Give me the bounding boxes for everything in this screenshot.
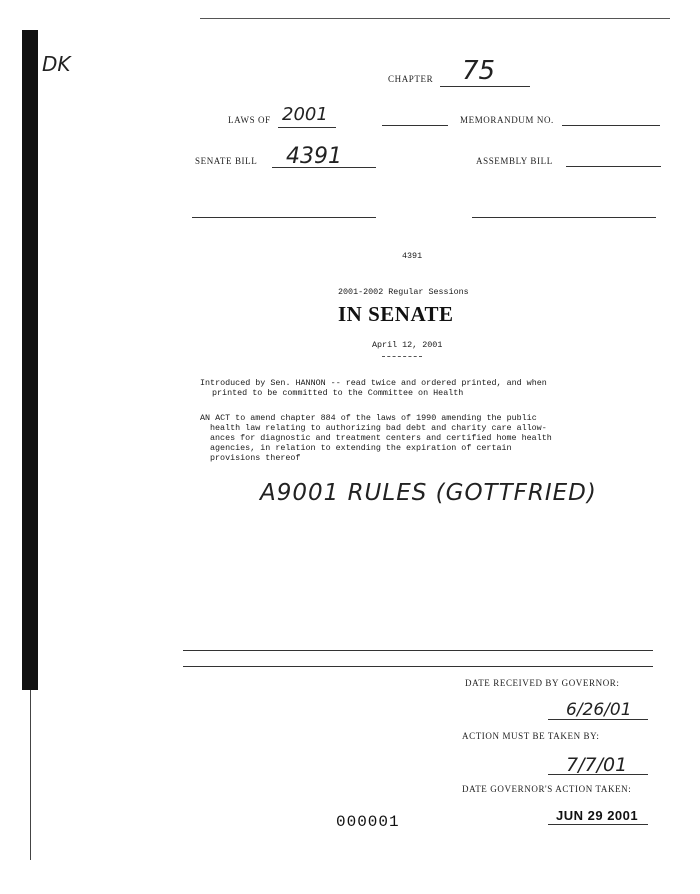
action-by-value: 7/7/01 (566, 754, 628, 776)
bill-number: 4391 (402, 251, 423, 261)
action-taken-label: DATE GOVERNOR'S ACTION TAKEN: (462, 784, 632, 794)
chapter-line (440, 86, 530, 87)
act-line-1: AN ACT to amend chapter 884 of the laws of 1990 amending the public (200, 413, 537, 423)
action-taken-stamp: JUN 29 2001 (556, 808, 639, 823)
house-title: IN SENATE (338, 302, 454, 326)
laws-of-label: LAWS OF (228, 115, 271, 125)
act-line-5: provisions thereof (210, 453, 301, 463)
handwritten-rules-note: A9001 RULES (GOTTFRIED) (260, 480, 597, 506)
act-line-2: health law relating to authorizing bad debt and charity care allow- (210, 423, 547, 433)
scan-edge-bar (22, 30, 38, 690)
chapter-label: CHAPTER (388, 74, 434, 84)
introduced-line-1: Introduced by Sen. HANNON -- read twice and ordered printed, and when (200, 378, 547, 388)
received-label: DATE RECEIVED BY GOVERNOR: (465, 678, 620, 688)
footer-rule-2 (183, 666, 653, 667)
corner-initials: DK (42, 52, 71, 76)
act-line-3: ances for diagnostic and treatment centers and certified home health (210, 433, 552, 443)
chapter-value: 75 (462, 56, 496, 86)
memorandum-label: MEMORANDUM NO. (460, 115, 554, 125)
laws-of-value: 2001 (282, 104, 328, 125)
footer-rule-1 (183, 650, 653, 651)
blank-line-left (192, 217, 376, 218)
act-line-4: agencies, in relation to extending the expiration of certain (210, 443, 512, 453)
memorandum-line (562, 125, 660, 126)
assembly-bill-label: ASSEMBLY BILL (476, 156, 553, 166)
sessions-line: 2001-2002 Regular Sessions (338, 287, 469, 297)
received-value: 6/26/01 (566, 700, 632, 720)
senate-bill-label: SENATE BILL (195, 156, 258, 166)
senate-bill-value: 4391 (286, 144, 342, 169)
assembly-bill-line (566, 166, 661, 167)
action-by-line (548, 774, 648, 775)
top-rule (200, 18, 670, 19)
laws-of-line (278, 127, 336, 128)
senate-bill-line (272, 167, 376, 168)
blank-line-1 (382, 125, 448, 126)
date-underline (382, 356, 422, 357)
page-number: 000001 (336, 813, 400, 831)
received-line (548, 719, 648, 720)
action-taken-line (548, 824, 648, 825)
action-by-label: ACTION MUST BE TAKEN BY: (462, 731, 600, 741)
bill-date: April 12, 2001 (372, 340, 443, 350)
scan-edge-line (30, 690, 31, 860)
introduced-line-2: printed to be committed to the Committee on Health (212, 388, 464, 398)
blank-line-right (472, 217, 656, 218)
